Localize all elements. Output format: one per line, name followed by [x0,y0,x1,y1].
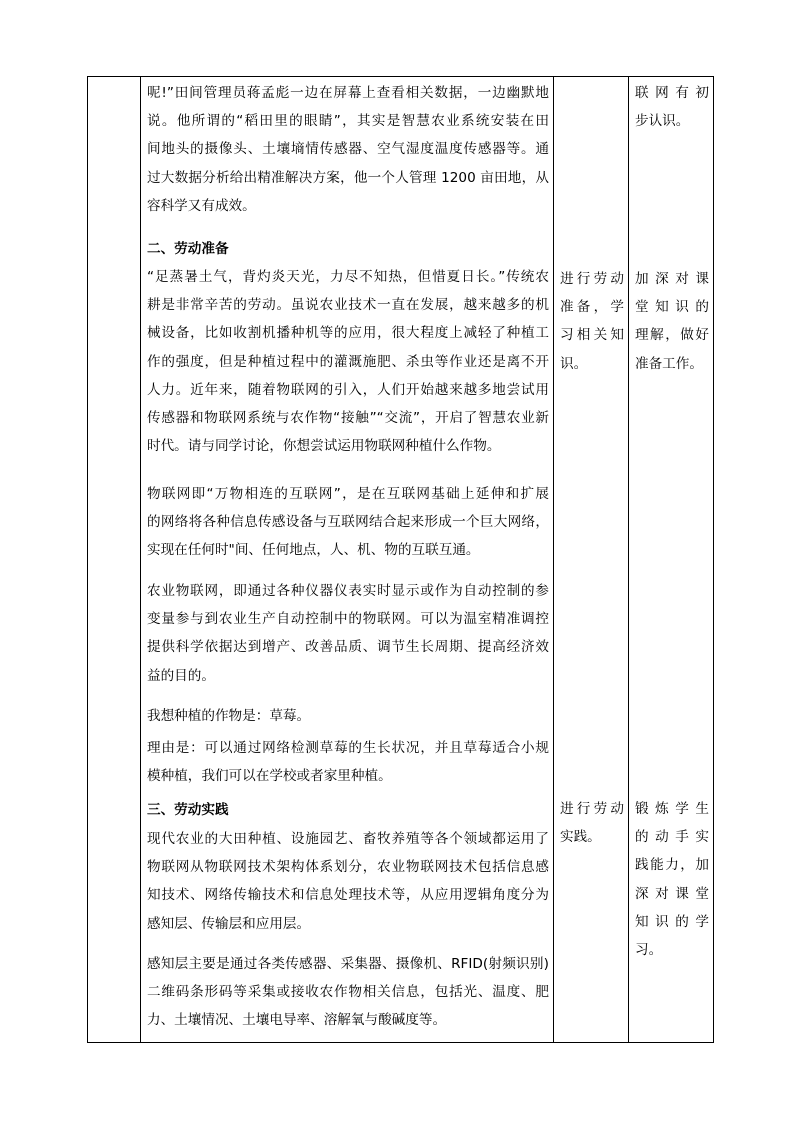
text-line: 物联网即“万物相连的互联网”，是在互联网基础上延伸和扩展 [147,486,549,502]
teacher-activity-line: 准备，学 [560,299,624,316]
text-line: 理由是：可以通过网络检测草莓的生长状况，并且草莓适合小规 [147,740,549,756]
design-intent-line: 准备工作。 [635,355,703,372]
text-line: 人力。近年来，随着物联网的引入，人们开始越来越多地尝试用 [147,381,549,398]
section-2-paragraph-1 [147,263,549,460]
text-line: 械设备，比如收割机播种机等的应用，很大程度上减轻了种植工 [147,325,549,342]
teacher-activity-section-2 [560,265,624,378]
text-line: 实现在任何时"间、任何地点，人、机、物的互联互通。 [147,542,480,559]
text-line: 现代农业的大田种植、设施园艺、畜牧养殖等各个领域都运用了 [147,831,549,847]
text-line: 时代。请与同学讨论，你想尝试运用物联网种植什么作物。 [147,438,501,455]
section-2-paragraph-3 [147,577,549,690]
design-intent-section-2 [635,265,709,378]
design-intent-line: 步认识。 [635,113,690,130]
text-line: 力、土壤情况、土壤电导率、溶解氧与酸碱度等。 [147,1012,447,1029]
text-line: 间地头的摄像头、土壤墒情传感器、空气湿度温度传感器等。通 [147,141,549,158]
text-line: 过大数据分析给出精准解决方案，他一个人管理 1200 亩田地，从 [147,169,549,186]
design-intent-line: 践能力，加 [635,857,709,874]
reason-paragraph [147,734,549,790]
section-2-paragraph-2 [147,480,549,565]
design-intent-line: 联网有初 [635,85,709,101]
text-line: 感知层主要是通过各类传感器、采集器、摄像机、RFID(射频识别) [147,956,549,972]
text-line: 呢!”田间管理员蒋孟彪一边在屏幕上查看相关数据，一边幽默地 [147,85,549,101]
text-line: 说。他所谓的“稻田里的眼睛”，其实是智慧农业系统安装在田 [147,113,549,130]
section-3-paragraph-2 [147,950,549,1035]
text-line: 模种植，我们可以在学校或者家里种植。 [147,768,392,785]
text-line: 农业物联网，即通过各种仪器仪表实时显示或作为自动控制的参 [147,583,549,599]
design-intent-intro [635,79,709,135]
teacher-activity-cell [554,77,629,1043]
stage-column-cell [88,77,141,1043]
intro-paragraph [147,79,549,220]
text-line: 容科学又有成效。 [147,197,256,214]
teacher-activity-line: 进行劳动 [560,801,624,817]
teacher-activity-line: 实践。 [560,829,601,846]
section-3-paragraph-1 [147,825,549,938]
design-intent-line: 锻炼学生 [635,801,709,817]
crop-choice-line: 我想种植的作物是：草莓。 [147,708,311,724]
text-line: 提供科学依据达到增产、改善品质、调节生长周期、提高经济效 [147,639,549,656]
text-line: “足蒸暑土气，背灼炎天光，力尽不知热，但惜夏日长。”传统农 [147,269,549,285]
lesson-plan-table [87,76,714,1043]
design-intent-line: 理解，做好 [635,327,709,344]
text-line: 变量参与到农业生产自动控制中的物联网。可以为温室精准调控 [147,611,549,628]
teacher-activity-line: 识。 [560,355,588,372]
text-line: 知技术、网络传输技术和信息处理技术等，从应用逻辑角度分为 [147,887,549,904]
text-line: 的网络将各种信息传感设备与互联网结合起来形成一个巨大网络， [147,514,549,531]
design-intent-line: 堂知识的 [635,299,709,316]
teacher-activity-line: 进行劳动 [560,271,624,287]
design-intent-line: 习。 [635,942,663,959]
section-2-heading: 二、劳动准备 [147,241,229,257]
section-3-heading: 三、劳动实践 [147,802,229,818]
text-line: 二维码条形码等采集或接收农作物相关信息，包括光、温度、肥 [147,984,549,1001]
design-intent-line: 深对课堂 [635,885,709,902]
text-line: 作的强度，但是种植过程中的灌溉施肥、杀虫等作业还是离不开 [147,353,549,370]
design-intent-cell [629,77,714,1043]
text-line: 益的目的。 [147,667,215,684]
text-line: 物联网从物联网技术架构体系划分，农业物联网技术包括信息感 [147,859,549,876]
design-intent-line: 知识的学 [635,913,709,930]
design-intent-line: 加深对课 [635,271,709,287]
teacher-activity-section-3 [560,795,624,851]
text-line: 耕是非常辛苦的劳动。虽说农业技术一直在发展，越来越多的机 [147,297,549,314]
content-column-cell [141,77,554,1043]
design-intent-line: 的动手实 [635,829,709,846]
text-line: 传感器和物联网系统与农作物“接触”“交流”，开启了智慧农业新 [147,410,549,427]
design-intent-section-3 [635,795,709,964]
teacher-activity-line: 习相关知 [560,327,624,344]
text-line: 感知层、传输层和应用层。 [147,915,311,932]
